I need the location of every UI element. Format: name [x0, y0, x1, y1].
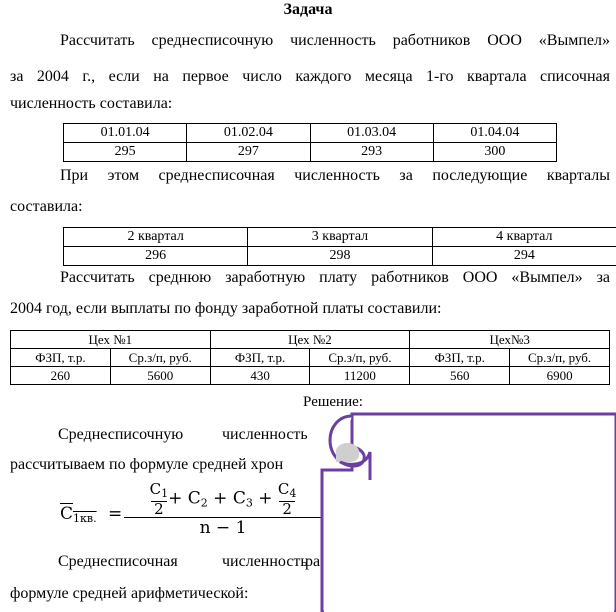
- table3-value: 5600: [110, 367, 210, 385]
- formula-lhs-sub: 1кв.: [73, 512, 97, 525]
- scroll-body: [322, 414, 616, 612]
- table3-subheader: Ср.з/п, руб.: [510, 349, 610, 367]
- problem-title: Задача: [283, 1, 333, 18]
- para2-line1: При этом среднесписочная численность за последующие кварталы: [60, 167, 610, 184]
- formula-c4: С: [277, 480, 290, 498]
- para1-line1: Рассчитать среднесписочную численность работников ООО «Вымпел»: [60, 32, 610, 49]
- solution-line3-c: ра: [305, 553, 321, 570]
- formula-c1-denominator: 2: [154, 500, 164, 518]
- table3-value: 11200: [310, 367, 410, 385]
- table3-value: 430: [210, 367, 310, 385]
- formula-c3: + С: [207, 488, 246, 509]
- table3-subheader: ФЗП, т.р.: [410, 349, 510, 367]
- formula-c1-sub: 1: [161, 487, 169, 500]
- para3-line2: 2004 год, если выплаты по фонду заработной платы составили:: [10, 300, 442, 317]
- table1-value: 293: [310, 143, 433, 162]
- para1-line2: за 2004 г., если на первое число каждого месяца 1-го квартала списочная: [10, 68, 610, 85]
- formula-denominator: n − 1: [199, 518, 247, 538]
- formula-c2-sub: 2: [200, 496, 208, 510]
- formula-lhs-symbol: С: [60, 504, 74, 524]
- table3-subheader: Ср.з/п, руб.: [310, 349, 410, 367]
- table2-header: 4 квартал: [432, 228, 616, 247]
- table1-value: 295: [64, 143, 187, 162]
- table1-header: 01.03.04: [310, 124, 433, 143]
- formula-c2: + С: [168, 488, 201, 509]
- table2-header: 3 квартал: [248, 228, 432, 247]
- table3-value: 6900: [510, 367, 610, 385]
- solution-line4: формуле средней арифметической:: [10, 585, 249, 602]
- table3-subheader: Ср.з/п, руб.: [110, 349, 210, 367]
- solution-line2: рассчитываем по формуле средней хрон: [10, 456, 284, 473]
- table3-value: 260: [11, 367, 111, 385]
- formula-c4-sub: 4: [289, 487, 297, 500]
- table2-value: 298: [248, 247, 432, 266]
- formula-plus: +: [252, 488, 273, 509]
- formula-c4-denominator: 2: [282, 500, 292, 518]
- para2-line2: составила:: [10, 198, 83, 215]
- para1-line3: численность составила:: [10, 95, 173, 112]
- solution-line3-a: Среднесписочная: [58, 553, 178, 570]
- para3-line1: Рассчитать среднюю заработную плату работников ООО «Вымпел» за: [60, 269, 610, 286]
- table1-header: 01.02.04: [187, 124, 310, 143]
- formula-c3-sub: 3: [245, 496, 253, 510]
- table3-group: Цех №1: [11, 331, 211, 349]
- formula-c1: С: [149, 480, 162, 498]
- table3-value: 560: [410, 367, 510, 385]
- table1-value: 297: [187, 143, 310, 162]
- formula-equals: =: [108, 504, 123, 524]
- solution-line3-b: численность: [222, 553, 308, 570]
- table1-header: 01.04.04: [433, 124, 556, 143]
- table2-header: 2 квартал: [64, 228, 248, 247]
- solution-line1-b: численность: [222, 426, 308, 443]
- table1-value: 300: [433, 143, 556, 162]
- table2-value: 296: [64, 247, 248, 266]
- scroll-bottom-fill: [324, 600, 614, 612]
- solution-line1-a: Среднесписочную: [58, 426, 184, 443]
- table2-value: 294: [432, 247, 616, 266]
- table1-header: 01.01.04: [64, 124, 187, 143]
- table3-subheader: ФЗП, т.р.: [210, 349, 310, 367]
- table3-group: Цех №2: [210, 331, 410, 349]
- table3-subheader: ФЗП, т.р.: [11, 349, 111, 367]
- solution-heading: Решение:: [303, 394, 363, 410]
- table3-group: Цех№3: [410, 331, 610, 349]
